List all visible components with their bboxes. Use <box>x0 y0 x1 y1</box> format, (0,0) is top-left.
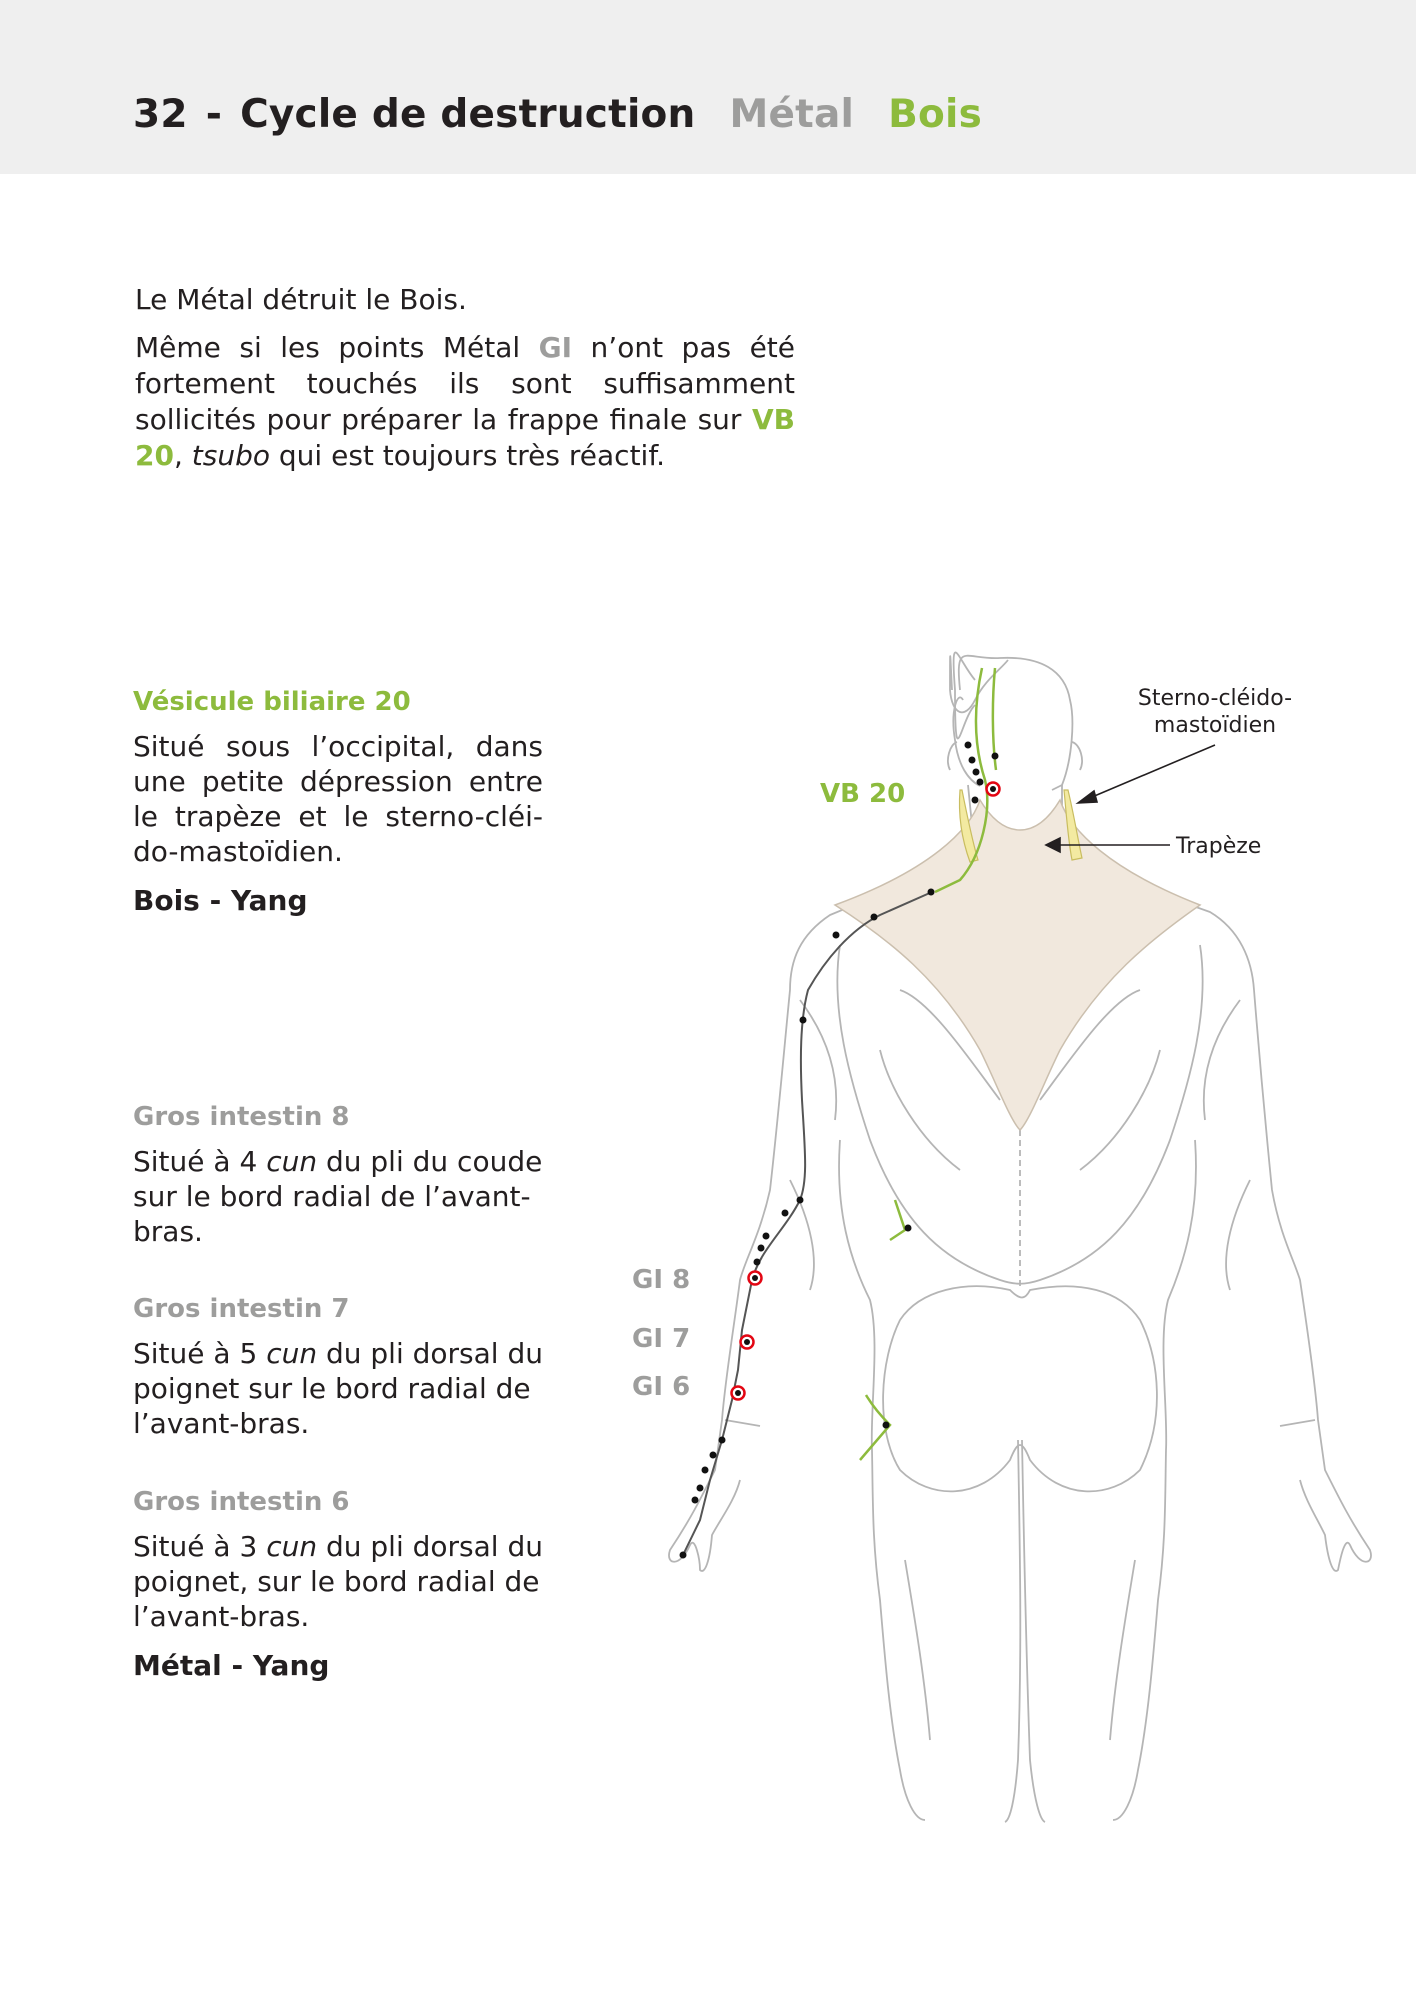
page-number: 32 <box>133 92 188 137</box>
gi8-title: Gros intestin 8 <box>133 1102 350 1132</box>
gi8-cun: cun <box>266 1145 318 1178</box>
vb20-title: Vésicule biliaire 20 <box>133 687 411 717</box>
label-trapeze: Trapèze <box>1176 834 1262 859</box>
element-bois-title: Bois <box>888 92 982 137</box>
vb20-element: Bois - Yang <box>133 884 308 917</box>
label-gi6: GI 6 <box>632 1372 691 1402</box>
gi7-desc-part: Situé à 5 <box>133 1337 267 1370</box>
chapter-title: Cycle de destruction <box>240 92 696 137</box>
label-scm-line1: Sterno-cléido- <box>1137 686 1293 711</box>
gi6-title: Gros intestin 6 <box>133 1487 350 1517</box>
intro-text-part: qui est toujours très réactif. <box>270 439 666 472</box>
gi6-desc-part: du pli dorsal du poignet, sur le bord radial de l’avant-bras. <box>133 1530 543 1633</box>
gi8-desc-part: Situé à 4 <box>133 1145 267 1178</box>
intro-gi-ref: GI <box>538 331 573 364</box>
intro-text-part: n’ont pas été fortement touchés ils sont suffisamment sollicités pour préparer la frappe finale sur <box>135 331 795 436</box>
intro-text-part: , <box>173 439 192 472</box>
gi6-cun: cun <box>266 1530 318 1563</box>
label-gi8: GI 8 <box>632 1265 691 1295</box>
intro-tsubo: tsubo <box>191 439 270 472</box>
intro-text-part: Même si les points Métal <box>135 331 539 364</box>
intro-line: Le Métal détruit le Bois. <box>135 283 467 316</box>
gi7-cun: cun <box>266 1337 318 1370</box>
intro-vb-ref: VB 20 <box>135 403 795 472</box>
label-gi7: GI 7 <box>632 1324 691 1354</box>
vb20-description: Situé sous l’occipital, dans une petite dépression entre le trapèze et le sterno-cléido-mastoïdien. <box>133 730 543 868</box>
gi7-title: Gros intestin 7 <box>133 1294 350 1324</box>
label-vb20: VB 20 <box>820 779 906 809</box>
label-scm-line2: mastoïdien <box>1153 713 1277 738</box>
title-separator: - <box>205 92 223 137</box>
gi6-desc-part: Situé à 3 <box>133 1530 267 1563</box>
gi6-element: Métal - Yang <box>133 1649 330 1682</box>
element-metal-title: Métal <box>729 92 855 137</box>
gi8-desc-part: du pli du coude sur le bord radial de l’avant-bras. <box>133 1145 543 1248</box>
gi7-desc-part: du pli dorsal du poignet sur le bord radial de l’avant-bras. <box>133 1337 543 1440</box>
